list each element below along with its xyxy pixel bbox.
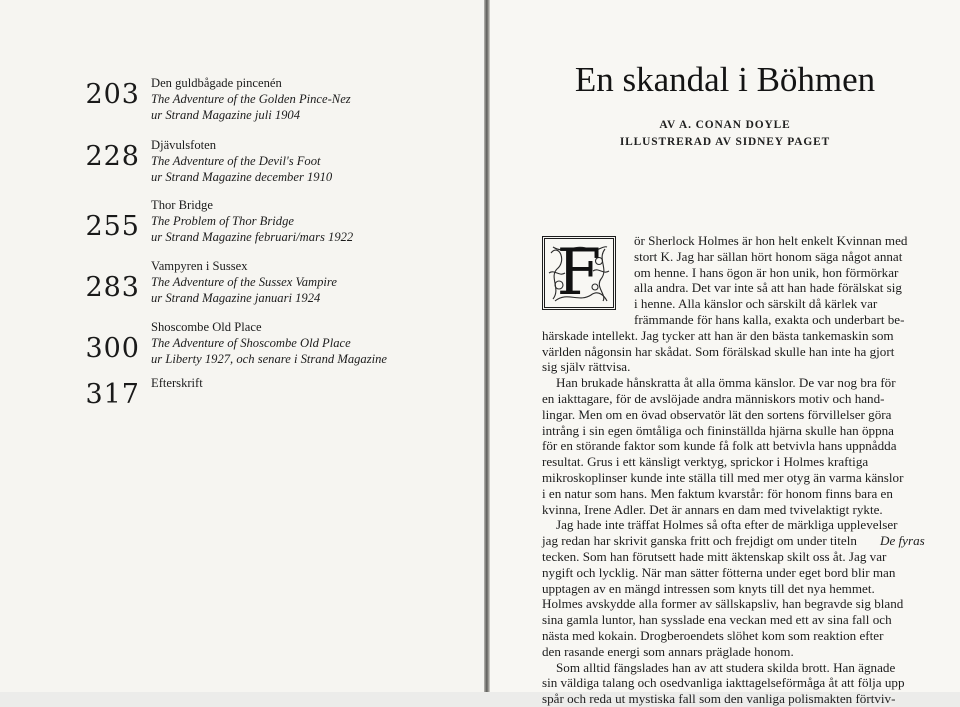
article-line: resultat. Grus i ett känsligt verktyg, sprickor i Holmes kraftiga: [542, 454, 869, 470]
article-line: i en natur som hans. Men faktum kvarstår: för honom finns bara en: [542, 485, 893, 501]
article-line: Holmes avskydde alla former av sällskapsliv, han begravde sig bland: [542, 596, 904, 612]
toc-text: [151, 137, 471, 185]
article-line: för en störande faktor som kunde få folk att betvivla hans uppnådda: [542, 438, 897, 454]
toc-original-title: The Adventure of the Golden Pince-Nez: [151, 92, 351, 106]
article-line: lingar. Men om en övad observatör lät den sortens förvillelser göra: [542, 406, 892, 422]
article-line: världen någonsin har skådat. Som förälskad skulle han inte ha gjort: [542, 343, 895, 359]
author-credit: AV A. CONAN DOYLE: [659, 119, 791, 131]
toc-text: [151, 258, 471, 306]
toc-title: Djävulsfoten: [151, 138, 217, 152]
left-page: [0, 0, 484, 692]
toc-title: Efterskrift: [151, 376, 203, 390]
article-line: alla andra. Det var inte så att han hade förälskat sig: [634, 280, 902, 296]
decorative-drop-cap: [542, 236, 616, 310]
toc-text: [151, 75, 471, 123]
toc-source: ur Liberty 1927, och senare i Strand Magazine: [151, 352, 387, 366]
article-line: Han brukade hånskratta åt alla ömma känslor. De var nog bra för: [556, 375, 896, 391]
article-line: härskade intellekt. Jag tycker att han är den bästa tankemaskin som: [542, 327, 894, 343]
article-line: stort K. Jag har sällan hört honom säga något annat: [634, 248, 903, 264]
right-page: [490, 0, 960, 707]
toc-page-number: 255: [85, 211, 140, 242]
article-line: sig själv rättvisa.: [542, 359, 631, 375]
article-line: främmande för hans kalla, exakta och underbart be-: [634, 312, 905, 327]
article-line: Som alltid fängslades han av att studera skilda brott. Han ägnade: [556, 659, 896, 675]
toc-title: Den guldbågade pincenén: [151, 76, 282, 90]
toc-source: ur Strand Magazine december 1910: [151, 170, 333, 184]
toc-original-title: The Problem of Thor Bridge: [151, 214, 294, 228]
article-line: en iakttagare, för de avslöjade andra människors motiv och hand-: [542, 391, 885, 406]
toc-title: Shoscombe Old Place: [151, 320, 262, 334]
drop-cap-letter: F: [556, 236, 602, 310]
toc-title: Thor Bridge: [151, 198, 213, 212]
toc-original-title: The Adventure of Shoscombe Old Place: [151, 336, 351, 350]
article-line: tecken. Som han förutsett hade mitt äktenskap skilt oss åt. Jag var: [542, 549, 887, 564]
article-line: upptagen av en mängd intressen som knyts till det nya hemmet.: [542, 580, 875, 596]
article-line: sina gamla luntor, han sysslade ena veckan med ett av sina fall och: [542, 612, 892, 628]
article-line: nygift och lycklig. När man sätter fötterna under eget bord blir man: [542, 564, 896, 580]
toc-original-title: The Adventure of the Devil's Foot: [151, 154, 321, 168]
illustrator-credit: ILLUSTRERAD AV SIDNEY PAGET: [619, 136, 831, 148]
toc-title: Vampyren i Sussex: [151, 259, 248, 273]
toc-source: ur Strand Magazine januari 1924: [151, 291, 321, 305]
italic-book-title: De fyras: [880, 533, 925, 549]
article-line: kvinna, Irene Adler. Det är annars en dam med tvivelaktigt rykte.: [542, 501, 883, 517]
toc-page-number: 317: [85, 379, 140, 410]
toc-text: [151, 375, 471, 391]
toc-page-number: 300: [85, 333, 140, 364]
toc-page-number: 203: [85, 79, 140, 110]
toc-page-number: 283: [85, 272, 140, 303]
toc-text: [151, 319, 471, 367]
toc-text: [151, 197, 471, 245]
article-line: den rasande energi som annars präglade honom.: [542, 643, 794, 659]
article-line: intrång i sin egen ömtåliga och fininställda hjärna skulle han öppna: [542, 422, 894, 438]
toc-page-number: 228: [85, 141, 140, 172]
article-line: jag redan har skrivit ganska fritt och frejdigt om under titeln: [542, 533, 857, 549]
article-line: spår och reda ut mystiska fall som den vanliga polismakten förtviv-: [542, 691, 896, 707]
article-line: i henne. Alla känslor och särskilt då kärlek var: [634, 296, 878, 312]
article-line: om henne. I hans ögon är hon unik, hon förmörkar: [634, 264, 899, 280]
toc-original-title: The Adventure of the Sussex Vampire: [151, 275, 337, 289]
article-line: Jag hade inte träffat Holmes så ofta efter de märkliga upplevelser: [556, 517, 898, 533]
article-line: ör Sherlock Holmes är hon helt enkelt Kvinnan med: [634, 233, 908, 248]
article-line: sin väldiga talang och osedvanliga iakttagelseförmåga åt att följa upp: [542, 675, 905, 691]
article-title: En skandal i Böhmen: [574, 60, 876, 99]
toc-source: ur Strand Magazine februari/mars 1922: [151, 230, 354, 244]
toc-source: ur Strand Magazine juli 1904: [151, 108, 301, 122]
article-line: nästa med kokain. Drogberoendets slöhet kom som reaktion efter: [542, 628, 884, 643]
article-line: mikroskoplinser kunde inte ställa till med mer otyg än varma känslor: [542, 470, 904, 485]
